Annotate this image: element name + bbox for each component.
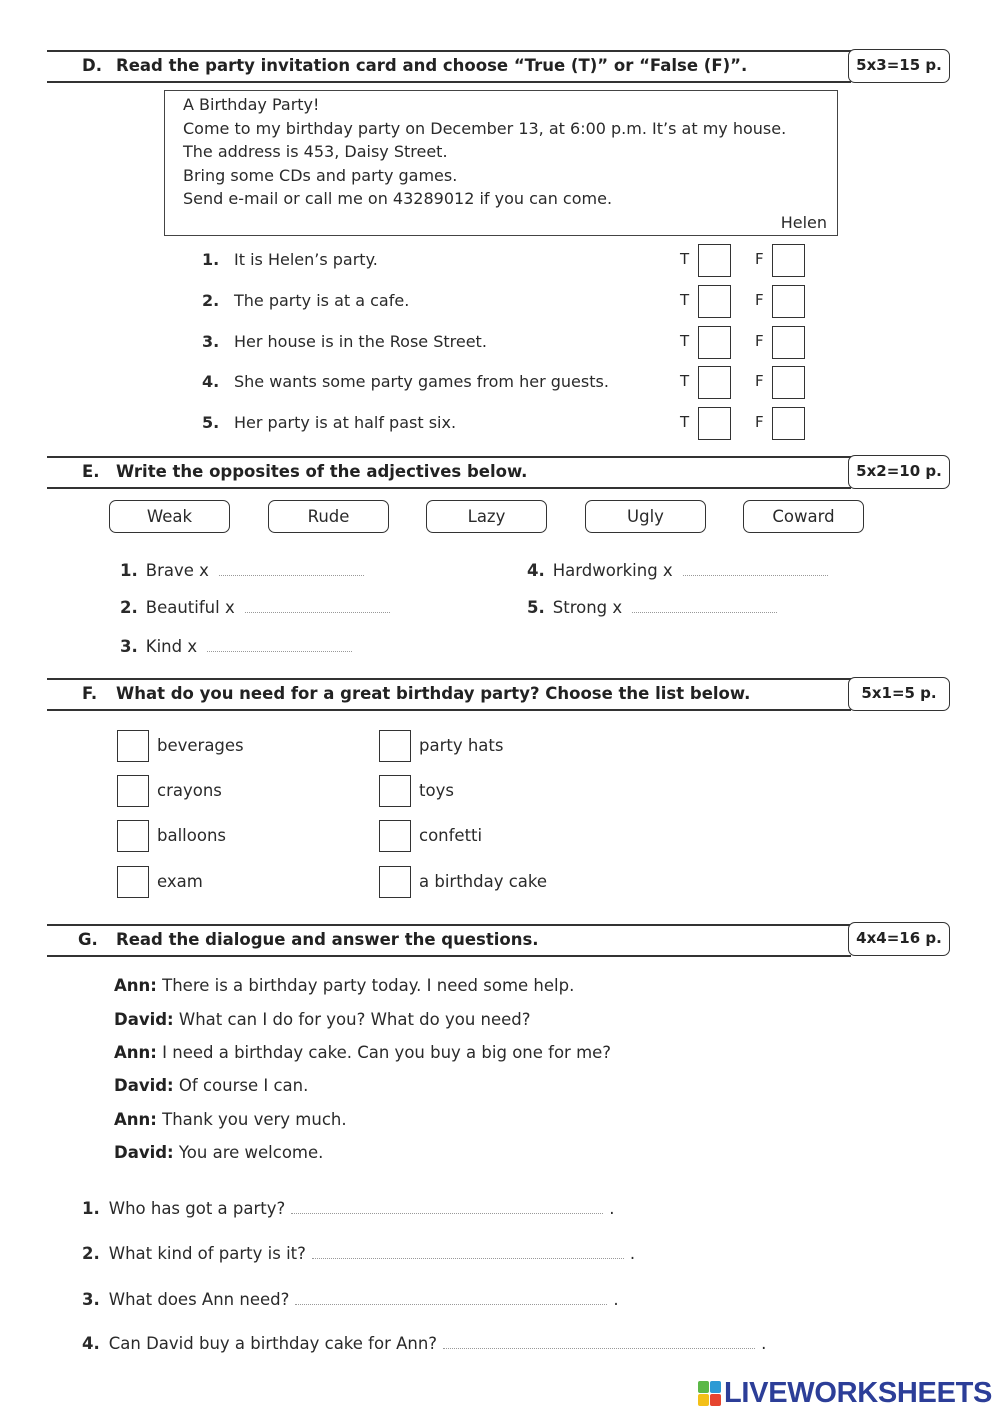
logo-mark-icon — [698, 1381, 722, 1407]
question-number: 4. — [82, 1334, 100, 1353]
checklist-label: confetti — [419, 826, 483, 845]
item-number: 5. — [527, 598, 545, 617]
invitation-card — [164, 90, 838, 236]
dialogue-line — [114, 976, 574, 995]
checkbox[interactable] — [117, 775, 149, 807]
item-statement: The party is at a cafe. — [234, 291, 410, 310]
dialogue-line — [114, 1143, 323, 1162]
section-d-bottom-rule — [47, 81, 851, 83]
speech: Of course I can. — [178, 1076, 309, 1095]
dialogue-line — [114, 1043, 611, 1062]
section-e-points: 5x2=10 p. — [848, 455, 950, 489]
speaker: Ann: — [114, 976, 157, 995]
section-g-bottom-rule — [47, 955, 851, 957]
true-answer-box[interactable] — [698, 326, 731, 359]
checkbox[interactable] — [379, 866, 411, 898]
question-number: 1. — [82, 1199, 100, 1218]
answer-blank[interactable] — [632, 601, 777, 613]
opposite-item — [120, 598, 390, 617]
question — [82, 1199, 615, 1218]
question — [82, 1290, 619, 1309]
checkbox[interactable] — [379, 820, 411, 852]
section-f-points: 5x1=5 p. — [848, 677, 950, 711]
answer-blank[interactable] — [683, 564, 828, 576]
false-answer-box[interactable] — [772, 407, 805, 440]
true-label: T — [680, 250, 690, 268]
card-signature: Helen — [780, 213, 827, 232]
false-answer-box[interactable] — [772, 366, 805, 399]
true-answer-box[interactable] — [698, 366, 731, 399]
card-line: The address is 453, Daisy Street. — [183, 142, 448, 161]
item-word: Kind x — [145, 637, 198, 656]
item-word: Strong x — [552, 598, 623, 617]
item-number: 2. — [202, 291, 220, 310]
word-bank-item[interactable]: Ugly — [585, 500, 706, 533]
false-answer-box[interactable] — [772, 285, 805, 318]
speaker: David: — [114, 1143, 174, 1162]
speech: What can I do for you? What do you need? — [178, 1010, 531, 1029]
speech: I need a birthday cake. Can you buy a big one for me? — [162, 1043, 612, 1062]
word-bank-item[interactable]: Weak — [109, 500, 230, 533]
answer-blank[interactable] — [219, 564, 364, 576]
checklist-label: crayons — [157, 781, 222, 800]
section-d-top-rule — [47, 50, 851, 52]
section-letter: D. — [82, 56, 102, 75]
question — [82, 1334, 766, 1353]
true-answer-box[interactable] — [698, 244, 731, 277]
false-answer-box[interactable] — [772, 326, 805, 359]
false-label: F — [755, 332, 764, 350]
item-statement: It is Helen’s party. — [234, 250, 378, 269]
speaker: David: — [114, 1010, 174, 1029]
section-e-heading — [82, 462, 527, 481]
card-line: Come to my birthday party on December 13, at 6:00 p.m. It’s at my house. — [183, 119, 787, 138]
card-line: Bring some CDs and party games. — [183, 166, 458, 185]
section-title: What do you need for a great birthday party? Choose the list below. — [116, 684, 751, 703]
section-e-bottom-rule — [47, 487, 851, 489]
section-g-points: 4x4=16 p. — [848, 922, 950, 956]
section-f-top-rule — [47, 678, 851, 680]
answer-blank[interactable] — [295, 1293, 607, 1305]
item-number: 4. — [202, 372, 220, 391]
section-f-heading — [82, 684, 750, 703]
speech: You are welcome. — [178, 1143, 324, 1162]
true-false-row — [202, 285, 812, 319]
true-answer-box[interactable] — [698, 407, 731, 440]
word-bank-item[interactable]: Lazy — [426, 500, 547, 533]
item-statement: Her party is at half past six. — [234, 413, 457, 432]
dialogue-line — [114, 1076, 308, 1095]
question-end: . — [609, 1199, 615, 1218]
section-d-heading — [82, 56, 747, 75]
section-g-top-rule — [47, 924, 851, 926]
speaker: David: — [114, 1076, 174, 1095]
section-letter: G. — [78, 930, 98, 949]
true-label: T — [680, 291, 690, 309]
section-letter: F. — [82, 684, 98, 703]
answer-blank[interactable] — [245, 601, 390, 613]
item-statement: Her house is in the Rose Street. — [234, 332, 487, 351]
word-bank-item[interactable]: Rude — [268, 500, 389, 533]
speaker: Ann: — [114, 1043, 157, 1062]
checklist-label: exam — [157, 872, 203, 891]
logo-text: LIVEWORKSHEETS — [724, 1377, 993, 1409]
dialogue-line — [114, 1110, 347, 1129]
item-number: 5. — [202, 413, 220, 432]
item-number: 1. — [202, 250, 220, 269]
false-label: F — [755, 291, 764, 309]
section-e-top-rule — [47, 456, 851, 458]
checkbox[interactable] — [117, 820, 149, 852]
checkbox[interactable] — [379, 730, 411, 762]
card-line: A Birthday Party! — [183, 95, 320, 114]
speech: Thank you very much. — [162, 1110, 347, 1129]
item-word: Brave x — [145, 561, 209, 580]
question-text: Who has got a party? — [108, 1199, 286, 1218]
true-answer-box[interactable] — [698, 285, 731, 318]
item-number: 3. — [120, 637, 138, 656]
item-word: Beautiful x — [145, 598, 235, 617]
speaker: Ann: — [114, 1110, 157, 1129]
answer-blank[interactable] — [207, 640, 352, 652]
liveworksheets-logo[interactable] — [698, 1377, 992, 1411]
checklist-label: a birthday cake — [419, 872, 548, 891]
checklist-label: toys — [419, 781, 454, 800]
question — [82, 1244, 635, 1263]
item-number: 4. — [527, 561, 545, 580]
checklist-label: balloons — [157, 826, 226, 845]
true-label: T — [680, 372, 690, 390]
section-g-heading — [78, 930, 539, 949]
question-text: Can David buy a birthday cake for Ann? — [108, 1334, 438, 1353]
word-bank-item[interactable]: Coward — [743, 500, 864, 533]
question-end: . — [761, 1334, 767, 1353]
true-label: T — [680, 332, 690, 350]
false-label: F — [755, 372, 764, 390]
speech: There is a birthday party today. I need some help. — [162, 976, 575, 995]
true-false-row — [202, 244, 812, 278]
question-text: What kind of party is it? — [108, 1244, 306, 1263]
checkbox[interactable] — [117, 866, 149, 898]
checklist-label: party hats — [419, 736, 504, 755]
opposite-item — [120, 637, 352, 656]
question-number: 3. — [82, 1290, 100, 1309]
card-line: Send e-mail or call me on 43289012 if you can come. — [183, 189, 613, 208]
checkbox[interactable] — [117, 730, 149, 762]
question-end: . — [629, 1244, 636, 1263]
question-end: . — [613, 1290, 619, 1309]
false-label: F — [755, 413, 764, 431]
true-false-row — [202, 366, 812, 400]
true-label: T — [680, 413, 690, 431]
section-title: Read the dialogue and answer the questions. — [116, 930, 539, 949]
item-number: 1. — [120, 561, 138, 580]
checklist-label: beverages — [157, 736, 244, 755]
item-statement: She wants some party games from her guests. — [234, 372, 609, 391]
section-d-points: 5x3=15 p. — [848, 49, 950, 83]
question-text: What does Ann need? — [108, 1290, 290, 1309]
question-number: 2. — [82, 1244, 100, 1263]
dialogue-line — [114, 1010, 531, 1029]
item-number: 3. — [202, 332, 220, 351]
opposite-item — [527, 561, 828, 580]
item-number: 2. — [120, 598, 138, 617]
true-false-row — [202, 326, 812, 360]
answer-blank[interactable] — [312, 1247, 624, 1259]
answer-blank[interactable] — [443, 1337, 755, 1349]
section-f-bottom-rule — [47, 709, 851, 711]
section-title: Write the opposites of the adjectives below. — [116, 462, 528, 481]
opposite-item — [527, 598, 777, 617]
false-label: F — [755, 250, 764, 268]
false-answer-box[interactable] — [772, 244, 805, 277]
answer-blank[interactable] — [291, 1202, 603, 1214]
opposite-item — [120, 561, 364, 580]
checkbox[interactable] — [379, 775, 411, 807]
item-word: Hardworking x — [552, 561, 673, 580]
true-false-row — [202, 407, 812, 441]
section-letter: E. — [82, 462, 100, 481]
section-title: Read the party invitation card and choose “True (T)” or “False (F)”. — [116, 56, 748, 75]
